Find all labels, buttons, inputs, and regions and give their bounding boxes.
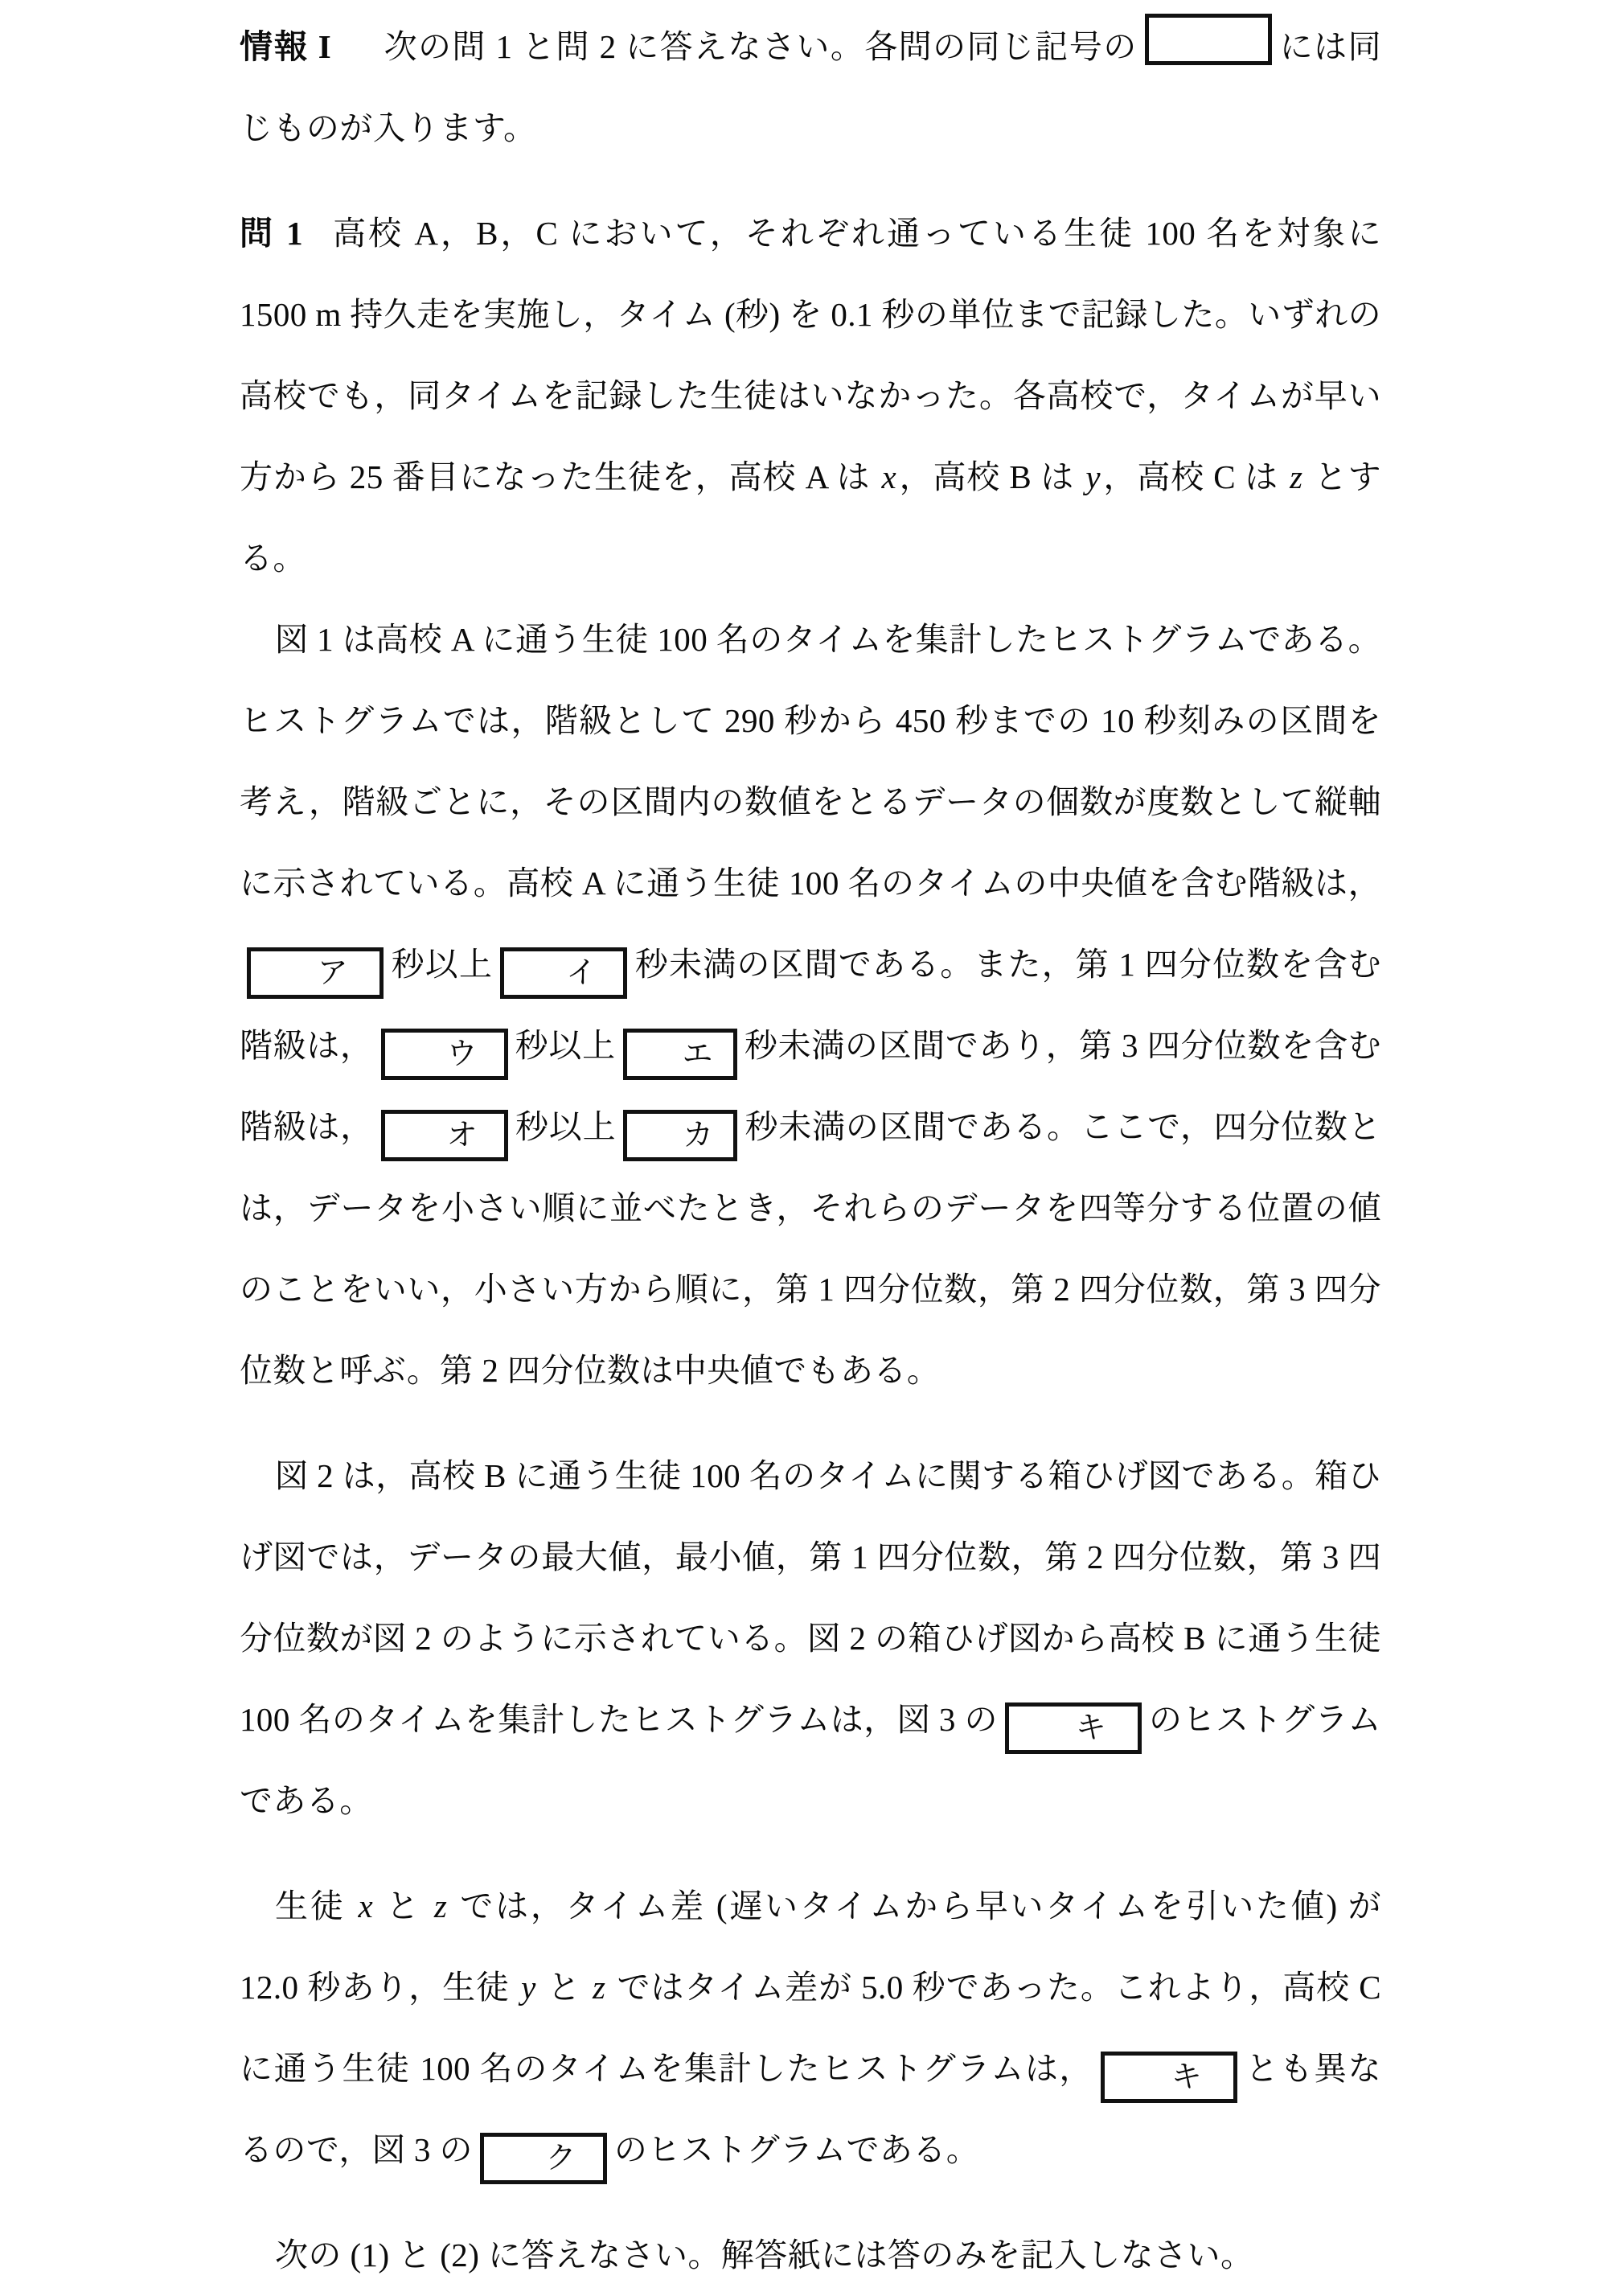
question1-paragraph-4 bbox=[240, 1866, 1381, 2191]
answer-box-ka[interactable]: カ bbox=[623, 1110, 737, 1161]
variable-z: z bbox=[1290, 458, 1303, 495]
question1-paragraph-5 bbox=[240, 2215, 1381, 2296]
variable-x: x bbox=[358, 1887, 374, 1924]
subject-label: 情報 I bbox=[240, 28, 332, 65]
answer-box-a[interactable]: ア bbox=[247, 947, 384, 999]
q1-p3-text-b: のヒストグラムである。 bbox=[240, 1701, 1381, 1819]
q1-p4-text-f: とも異なるので，図 3 の bbox=[240, 2050, 1381, 2168]
header-instruction-a: 次の問 1 と問 2 に答えなさい。各問の同じ記号の bbox=[383, 28, 1138, 65]
q1-text-b: ，高校 B は bbox=[899, 458, 1084, 495]
variable-y: y bbox=[1085, 458, 1101, 495]
q1-text-d: とする。 bbox=[240, 458, 1381, 577]
question1-paragraph-2 bbox=[240, 599, 1381, 1411]
q1-p4-text-b: と bbox=[375, 1887, 432, 1924]
answer-box-u[interactable]: ウ bbox=[381, 1029, 508, 1080]
q1-p2-text-f: 秒以上 bbox=[515, 1108, 617, 1145]
answer-box-ku[interactable]: ク bbox=[480, 2133, 607, 2184]
q1-p2-text-b: 秒以上 bbox=[391, 946, 494, 983]
text-column bbox=[240, 6, 1381, 2296]
variable-y: y bbox=[521, 1969, 536, 2006]
q1-p4-text-d: と bbox=[538, 1969, 590, 2006]
answer-box-ki[interactable]: キ bbox=[1005, 1702, 1142, 1754]
q1-p2-text-d: 秒以上 bbox=[515, 1027, 616, 1064]
question1-paragraph-3 bbox=[240, 1436, 1381, 1842]
variable-z: z bbox=[433, 1887, 448, 1924]
answer-box-e[interactable]: エ bbox=[623, 1029, 737, 1080]
q1-p2-text-g: 秒未満の区間である。ここで，四分位数とは，データを小さい順に並べたとき，それらのデータを四等分する位置の値のことをいい，小さい方から順に，第 1 四分位数，第 2 四分位数，第 3 四分位数と呼ぶ。第 2 四分位数は中央値でもある。 bbox=[240, 1108, 1382, 1389]
answer-box-o[interactable]: オ bbox=[381, 1110, 508, 1161]
variable-z: z bbox=[592, 1969, 606, 2006]
header-instruction-b: には同じものが入ります。 bbox=[240, 28, 1381, 146]
question1-paragraph-1 bbox=[240, 193, 1381, 599]
q1-p2-text-e: 秒未満の区間であり，第 3 四分位数を含む階級は， bbox=[240, 1027, 1382, 1145]
question1-label: 問 1 bbox=[240, 215, 304, 252]
answer-box-ki-2[interactable]: キ bbox=[1101, 2052, 1237, 2103]
q1-p4-text-c: では，タイム差 (遅いタイムから早いタイムを引いた値) が 12.0 秒あり，生徒 bbox=[240, 1887, 1381, 2006]
q1-text-a: 高校 A，B，C において，それぞれ通っている生徒 100 名を対象に 1500 m 持久走を実施し，タイム (秒) を 0.1 秒の単位まで記録した。いずれの高校でも，同タイムを記録した生徒はいなかった。各高校で，タイムが早い方から 25 番目になった生徒を，高校 A は bbox=[240, 215, 1381, 495]
q1-p5-text: 次の (1) と (2) に答えなさい。解答紙には答のみを記入しなさい。 bbox=[275, 2236, 1254, 2273]
q1-p4-text-g: のヒストグラムである。 bbox=[613, 2131, 980, 2168]
variable-x: x bbox=[881, 458, 897, 495]
q1-text-c: ，高校 C は bbox=[1102, 458, 1288, 495]
q1-p2-text-c: 秒未満の区間である。また，第 1 四分位数を含む階級は， bbox=[240, 946, 1381, 1064]
q1-p3-text-a: 図 2 は，高校 B に通う生徒 100 名のタイムに関する箱ひげ図である。箱ひげ図では，データの最大値，最小値，第 1 四分位数，第 2 四分位数，第 3 四分位数が図 2 のように示されている。図 2 の箱ひげ図から高校 B に通う生徒 100 名のタイムを集計したヒストグラムは，図 3 の bbox=[240, 1457, 1381, 1738]
answer-box-blank[interactable] bbox=[1145, 14, 1272, 65]
header-paragraph bbox=[240, 6, 1381, 169]
q1-p4-text-a: 生徒 bbox=[275, 1887, 356, 1924]
q1-p4-text-e: ではタイム差が 5.0 秒であった。これより，高校 C に通う生徒 100 名のタイムを集計したヒストグラムは， bbox=[240, 1969, 1382, 2087]
q1-p2-text-a: 図 1 は高校 A に通う生徒 100 名のタイムを集計したヒストグラムである。ヒストグラムでは，階級として 290 秒から 450 秒までの 10 秒刻みの区間を考え，階級ごとに，その区間内の数値をとるデータの個数が度数として縦軸に示されている。高校 A に通う生徒 100 名のタイムの中央値を含む階級は， bbox=[240, 621, 1381, 902]
answer-box-i[interactable]: イ bbox=[500, 947, 627, 999]
